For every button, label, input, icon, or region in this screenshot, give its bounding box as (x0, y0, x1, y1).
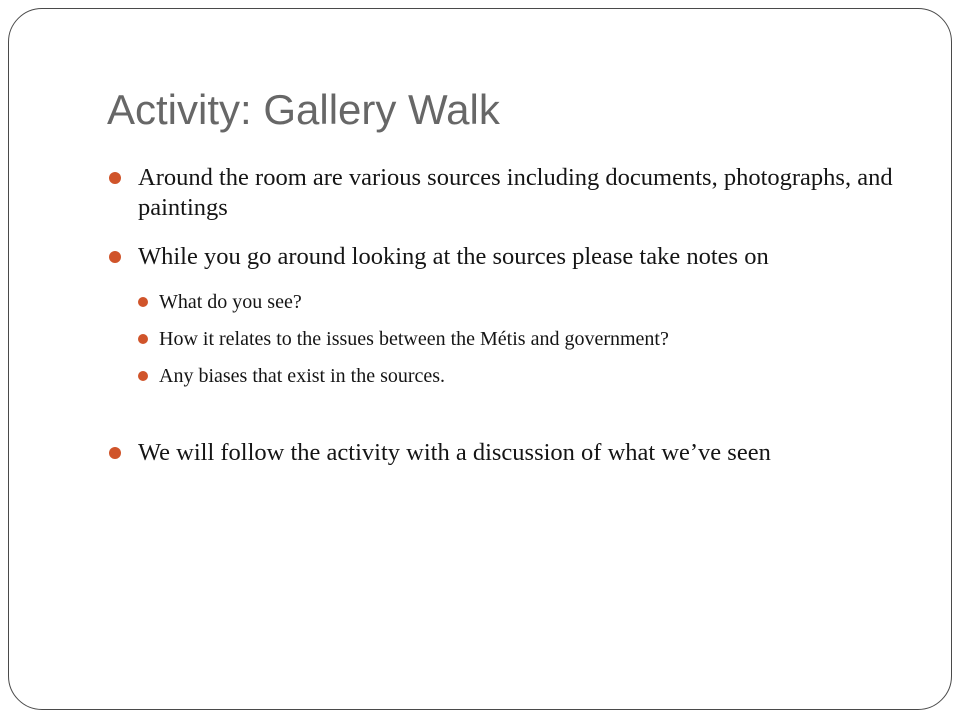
sub-bullet-text: What do you see? (159, 291, 302, 313)
bullet-dot-icon (109, 251, 121, 263)
sub-bullet-item (134, 363, 907, 389)
bullet-dot-icon (109, 172, 121, 184)
slide-title: Activity: Gallery Walk (107, 86, 500, 133)
bullet-dot-icon (138, 371, 148, 381)
bullet-item (107, 163, 907, 223)
bullet-dot-icon (138, 297, 148, 307)
bullet-item (107, 438, 907, 468)
sub-bullet-item (134, 326, 907, 352)
sub-bullet-item (134, 289, 907, 315)
bullet-text: While you go around looking at the sources please take notes on (138, 243, 769, 270)
bullet-item (107, 242, 907, 272)
bullet-text: Around the room are various sources including documents, photographs, and paintings (138, 164, 893, 221)
bullet-text: We will follow the activity with a discussion of what we’ve seen (138, 439, 771, 466)
sub-bullet-text: Any biases that exist in the sources. (159, 365, 446, 387)
bullet-dot-icon (138, 334, 148, 344)
bullet-dot-icon (109, 447, 121, 459)
bullet-list (107, 160, 907, 468)
sub-bullet-text: How it relates to the issues between the Métis and government? (159, 328, 669, 350)
